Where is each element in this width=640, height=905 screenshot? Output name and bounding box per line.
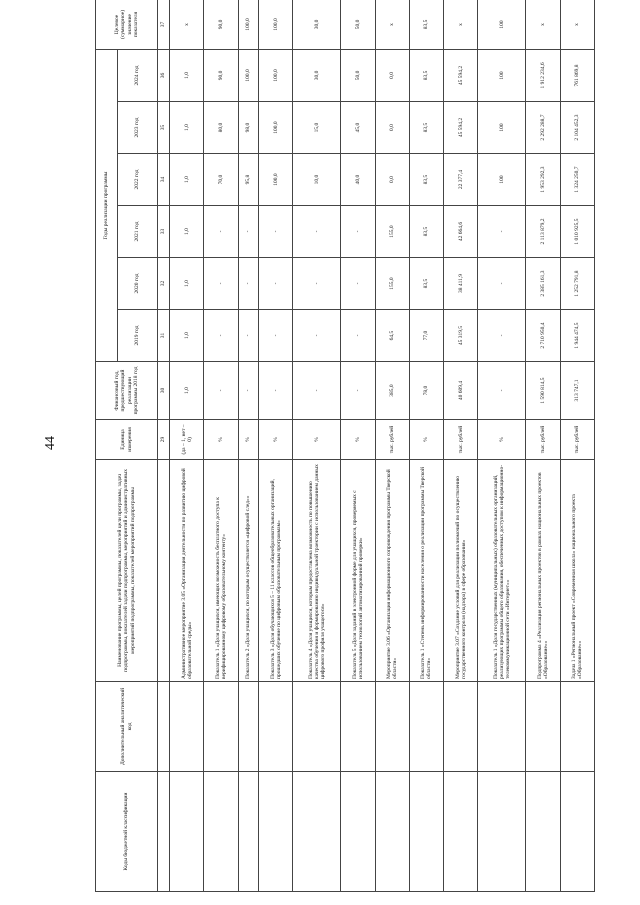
year-header: 2019 год — [118, 310, 158, 362]
row-year-value: 100,0 — [259, 102, 293, 154]
row-year-value: 2 104 452,3 — [560, 102, 594, 154]
row-year-value: 45,0 — [341, 102, 375, 154]
row-unit: тыс. рублей — [375, 420, 409, 460]
analytic-code-cell — [478, 682, 526, 772]
row-year-value: - — [478, 206, 526, 258]
row-year-value: 1 252 791,8 — [560, 258, 594, 310]
row-year-value: - — [478, 310, 526, 362]
table-row — [238, 0, 259, 892]
row-fin-value: - — [478, 362, 526, 420]
row-year-value: 83,5 — [409, 102, 443, 154]
row-year-value: 2 710 950,4 — [526, 310, 560, 362]
row-fin-value: - — [259, 362, 293, 420]
row-year-value: 100,0 — [259, 154, 293, 206]
row-target: х — [444, 0, 478, 49]
row-name: Показатель 3 «Доля обучающихся 5 – 11 классов общеобразовательных организаций, прошедших обучение по цифровым образовательным программам» — [259, 460, 293, 682]
row-year-value: 45 594,2 — [444, 102, 478, 154]
column-number: 31 — [158, 310, 170, 362]
row-fin-value: 78,0 — [409, 362, 443, 420]
table-row — [341, 0, 375, 892]
row-year-value: 98,0 — [238, 102, 259, 154]
row-year-value: 2 385 161,3 — [526, 258, 560, 310]
column-number: 35 — [158, 102, 170, 154]
column-number: 34 — [158, 154, 170, 206]
row-year-value: 80,0 — [204, 102, 238, 154]
row-fin-value: 1 590 814,5 — [526, 362, 560, 420]
year-header: 2023 год — [118, 102, 158, 154]
kbk-cell — [341, 772, 375, 892]
row-year-value: 22 377,4 — [444, 154, 478, 206]
column-number: 32 — [158, 258, 170, 310]
kbk-cell — [238, 772, 259, 892]
target-header: Целевое (суммарное) значение показателя — [96, 0, 158, 49]
row-year-value: 100 — [478, 102, 526, 154]
row-fin-value: - — [293, 362, 341, 420]
row-year-value: 45 594,2 — [444, 49, 478, 101]
row-target: 83,5 — [409, 0, 443, 49]
row-unit: % — [238, 420, 259, 460]
row-year-value: 100,0 — [238, 49, 259, 101]
row-target: 50,0 — [341, 0, 375, 49]
analytic-code-cell — [409, 682, 443, 772]
row-name: Показатель 4 «Доля учащихся, которым предоставлена возможность по повышению качества обучения и формированию индивидуальной траектории с использованием данных цифрового профиля учащегося» — [293, 460, 341, 682]
kbk-cell — [375, 772, 409, 892]
row-fin-value: 313 747,1 — [560, 362, 594, 420]
column-number: 33 — [158, 206, 170, 258]
kbk-cell — [259, 772, 293, 892]
row-year-value: 40,0 — [341, 154, 375, 206]
row-year-value: - — [259, 206, 293, 258]
row-fin-value: 1,0 — [170, 362, 204, 420]
row-year-value: - — [204, 310, 238, 362]
row-name: Показатель 1 «Доля государственных (муниципальных) образовательных организаций, реализующих программы общего образования, обеспеченных доступом к информационно-телекоммуникационной сети «Интернет»» — [478, 460, 526, 682]
row-year-value: 1 010 925,5 — [560, 206, 594, 258]
column-number: 30 — [158, 362, 170, 420]
row-unit: (да – 1, нет – 0) — [170, 420, 204, 460]
row-name: Показатель 1 «Степень информированности населения о реализации программы Тверской области» — [409, 460, 443, 682]
row-unit: % — [409, 420, 443, 460]
row-year-value: - — [238, 258, 259, 310]
kbk-cell — [204, 772, 238, 892]
row-name: Задача 1 «Региональный проект «Современная школа» национального проекта «Образование»» — [560, 460, 594, 682]
row-name: Подпрограмма 4 «Реализация региональных проектов в рамках национальных проектов «Образование»» — [526, 460, 560, 682]
row-name: Административное мероприятие 3.05 «Организация деятельности по развитию цифровой образовательной среды» — [170, 460, 204, 682]
year-header: 2021 год — [118, 206, 158, 258]
table-row — [259, 0, 293, 892]
row-name: Мероприятие 3.06 «Организация информационного сопровождения программы Тверской области» — [375, 460, 409, 682]
table-row — [526, 0, 560, 892]
analytic-code-cell — [293, 682, 341, 772]
row-year-value: - — [293, 258, 341, 310]
table-row — [478, 0, 526, 892]
kbk-cell — [560, 772, 594, 892]
analytic-code-cell — [526, 682, 560, 772]
row-year-value: 95,8 — [238, 154, 259, 206]
table-row — [444, 0, 478, 892]
row-fin-value: - — [238, 362, 259, 420]
row-unit: тыс. рублей — [444, 420, 478, 460]
kbk-cell — [409, 772, 443, 892]
row-year-value: - — [293, 206, 341, 258]
row-year-value: 30,0 — [293, 49, 341, 101]
row-year-value: 1,0 — [170, 49, 204, 101]
row-year-value: 45 319,5 — [444, 310, 478, 362]
table-row — [409, 0, 443, 892]
row-year-value: 1,0 — [170, 258, 204, 310]
row-year-value: - — [478, 258, 526, 310]
row-year-value: - — [259, 258, 293, 310]
row-year-value: 1,0 — [170, 102, 204, 154]
row-year-value: - — [341, 258, 375, 310]
page-number: 44 — [43, 436, 58, 450]
row-year-value: - — [204, 206, 238, 258]
row-target: 30,0 — [293, 0, 341, 49]
row-name: Мероприятие 3.07 «Создание условий для реализации полномочий по осуществлению государственного контроля (надзора) в сфере образования» — [444, 460, 478, 682]
row-year-value: 77,0 — [409, 310, 443, 362]
row-unit: тыс. рублей — [526, 420, 560, 460]
row-year-value: 83,5 — [409, 49, 443, 101]
row-year-value: 70,0 — [204, 154, 238, 206]
row-year-value: 1,0 — [170, 154, 204, 206]
row-target: х — [375, 0, 409, 49]
unit-header: Единица измерения — [96, 420, 158, 460]
row-name: Показатель 1 «Доля учащихся, имеющих возможность бесплатного доступа к верифицированному цифровому образовательному контенту» — [204, 460, 238, 682]
analytic-code-cell — [170, 682, 204, 772]
kbk-cell — [170, 772, 204, 892]
row-unit: % — [259, 420, 293, 460]
table-row — [204, 0, 238, 892]
analytic-code-cell — [444, 682, 478, 772]
row-target: 90,0 — [204, 0, 238, 49]
kbk-cell — [293, 772, 341, 892]
year-header: 2024 год — [118, 49, 158, 101]
row-target: 100 — [478, 0, 526, 49]
row-fin-value: 385,0 — [375, 362, 409, 420]
row-year-value: - — [238, 310, 259, 362]
row-target: х — [560, 0, 594, 49]
row-target: х — [526, 0, 560, 49]
column-number: 37 — [158, 0, 170, 49]
row-year-value: 0,0 — [375, 102, 409, 154]
row-year-value: 64,5 — [375, 310, 409, 362]
kbk-cell — [478, 772, 526, 892]
analytic-code-cell — [238, 682, 259, 772]
row-target: 100,0 — [238, 0, 259, 49]
row-year-value: 38 411,9 — [444, 258, 478, 310]
name-header: Наименование программы, целей программы, показателей цели программы, задач подпрограммы, показателей задачи подпрограммы, мероприятий и административных мероприятий подпрограммы, показателей мероприятий подпрограммы — [96, 460, 158, 682]
row-year-value: 0,0 — [375, 154, 409, 206]
rotated-table-region — [95, 9, 595, 892]
kbk-cell — [526, 772, 560, 892]
year-header: 2022 год — [118, 154, 158, 206]
row-year-value: - — [204, 258, 238, 310]
row-year-value: 1,0 — [170, 206, 204, 258]
row-year-value: 0,0 — [375, 49, 409, 101]
analytic-code-cell — [375, 682, 409, 772]
row-year-value: 10,0 — [293, 154, 341, 206]
row-year-value: 1 324 250,7 — [560, 154, 594, 206]
row-year-value: 90,0 — [204, 49, 238, 101]
analytic-code-cell — [560, 682, 594, 772]
row-unit: % — [478, 420, 526, 460]
row-year-value: 100 — [478, 154, 526, 206]
table-row — [375, 0, 409, 892]
row-fin-value: 40 609,4 — [444, 362, 478, 420]
row-name: Показатель 2 «Доля учащихся, по которым осуществляется «цифровой след»» — [238, 460, 259, 682]
row-year-value: - — [259, 310, 293, 362]
column-number: 36 — [158, 49, 170, 101]
row-target: х — [170, 0, 204, 49]
year-header: 2020 год — [118, 258, 158, 310]
row-unit: % — [204, 420, 238, 460]
row-year-value: 1 944 474,5 — [560, 310, 594, 362]
row-unit: % — [341, 420, 375, 460]
row-year-value: 100 — [478, 49, 526, 101]
row-year-value: 42 664,6 — [444, 206, 478, 258]
kbk-header: Коды бюджетной классификации — [96, 772, 158, 892]
fin-year-header: Финансовый год, предшествующий реализации программы 2018 год — [96, 362, 158, 420]
row-year-value: 2 292 288,7 — [526, 102, 560, 154]
row-year-value: 761 869,8 — [560, 49, 594, 101]
row-year-value: 1 953 292,3 — [526, 154, 560, 206]
years-header: Годы реализации программы — [96, 49, 118, 361]
row-unit: тыс. рублей — [560, 420, 594, 460]
row-year-value: 100,0 — [259, 49, 293, 101]
row-year-value: 155,0 — [375, 258, 409, 310]
row-year-value: 83,5 — [409, 154, 443, 206]
table-row — [560, 0, 594, 892]
column-number: 29 — [158, 420, 170, 460]
analytic-code-cell — [259, 682, 293, 772]
row-fin-value: - — [204, 362, 238, 420]
kbk-cell — [444, 772, 478, 892]
row-year-value: 50,0 — [341, 49, 375, 101]
row-year-value: 1 912 234,6 — [526, 49, 560, 101]
row-year-value: 2 113 879,2 — [526, 206, 560, 258]
row-target: 100,0 — [259, 0, 293, 49]
program-table — [95, 0, 595, 892]
row-year-value: 1,0 — [170, 310, 204, 362]
analytic-code-cell — [204, 682, 238, 772]
row-year-value: 83,5 — [409, 258, 443, 310]
row-year-value: 155,0 — [375, 206, 409, 258]
row-year-value: - — [341, 310, 375, 362]
row-unit: % — [293, 420, 341, 460]
row-year-value: - — [238, 206, 259, 258]
row-year-value: - — [293, 310, 341, 362]
table-row — [293, 0, 341, 892]
row-year-value: 15,0 — [293, 102, 341, 154]
row-year-value: 83,5 — [409, 206, 443, 258]
row-name: Показатель 5 «Доля заданий в электронной форме для учащихся, проверяемых с использованием технологий автоматизированной проверки» — [341, 460, 375, 682]
analytic-header: Дополнительный аналитический код — [96, 682, 158, 772]
table-row — [170, 0, 204, 892]
row-fin-value: - — [341, 362, 375, 420]
row-year-value: - — [341, 206, 375, 258]
analytic-code-cell — [341, 682, 375, 772]
